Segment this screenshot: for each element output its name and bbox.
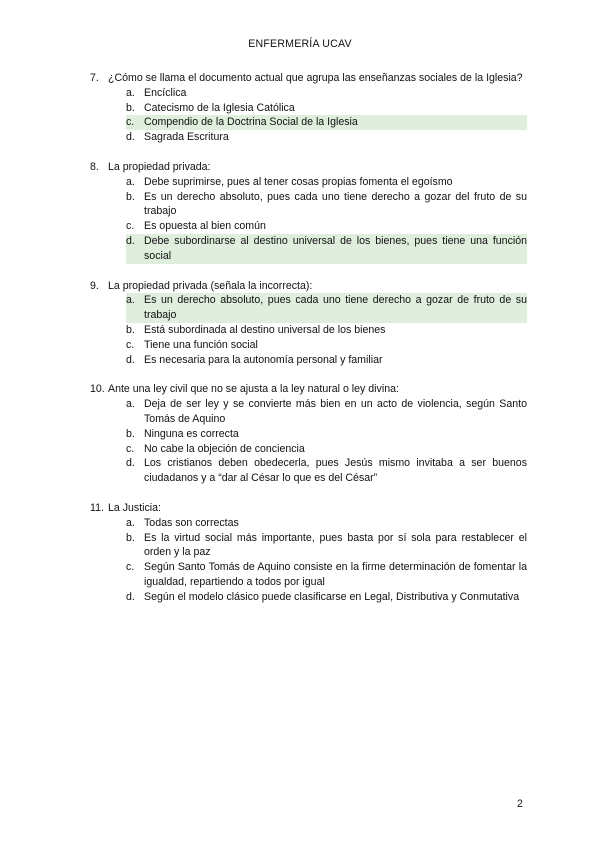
- option-item: [126, 516, 527, 531]
- option-letter: d.: [126, 353, 135, 366]
- option-letter: c.: [126, 442, 135, 455]
- question-stem: [90, 71, 527, 86]
- question-number: 9.: [90, 279, 99, 292]
- option-item: [126, 175, 527, 190]
- option-item: [126, 456, 527, 486]
- question-stem: [90, 160, 527, 175]
- option-text: Es opuesta al bien común: [144, 220, 266, 233]
- page-header: ENFERMERÍA UCAV: [248, 38, 352, 50]
- option-letter: d.: [126, 131, 135, 144]
- option-item: [126, 427, 527, 442]
- option-letter: c.: [126, 115, 144, 130]
- option-item: [126, 86, 527, 101]
- question-text: La propiedad privada:: [108, 160, 211, 173]
- option-item: [126, 190, 527, 220]
- option-item: [126, 130, 527, 145]
- option-item: [126, 219, 527, 234]
- option-text: Ninguna es correcta: [144, 427, 239, 440]
- option-letter: c.: [126, 561, 135, 574]
- option-item: [126, 101, 527, 116]
- option-text: No cabe la objeción de conciencia: [144, 442, 305, 455]
- option-letter: d.: [126, 590, 135, 603]
- option-text: Tiene una función social: [144, 338, 258, 351]
- option-letter: b.: [126, 323, 135, 336]
- option-item: [126, 323, 527, 338]
- option-text: Debe subordinarse al destino universal de los bienes, pues tiene una función social: [144, 234, 527, 262]
- option-letter: a.: [126, 293, 144, 323]
- option-text: Según Santo Tomás de Aquino consiste en la firme determinación de fomentar la igualdad, repartiendo a todos por igual: [144, 561, 527, 588]
- option-item: [126, 590, 527, 605]
- question-number: 8.: [90, 160, 99, 173]
- option-letter: b.: [126, 427, 135, 440]
- question-7: [90, 71, 527, 145]
- question-number: 11.: [90, 501, 104, 514]
- option-letter: a.: [126, 86, 135, 99]
- option-text: Es la virtud social más importante, pues basta por sí sola para restablecer el orden y la paz: [144, 531, 527, 559]
- option-letter: d.: [126, 457, 135, 470]
- question-8: [90, 160, 527, 264]
- option-text: Encíclica: [144, 86, 187, 99]
- option-letter: b.: [126, 190, 135, 203]
- option-item: [126, 442, 527, 457]
- option-list: [90, 397, 527, 486]
- question-9: [90, 279, 527, 368]
- question-stem: [90, 382, 527, 397]
- option-letter: c.: [126, 220, 135, 233]
- question-11: [90, 501, 527, 605]
- question-list: [90, 71, 527, 620]
- option-item: [126, 338, 527, 353]
- option-list: [90, 86, 527, 145]
- option-item-highlighted: [126, 234, 527, 264]
- option-letter: a.: [126, 398, 135, 411]
- option-list: [90, 293, 527, 367]
- option-letter: d.: [126, 234, 144, 264]
- question-stem: [90, 279, 527, 294]
- option-text: Todas son correctas: [144, 516, 239, 529]
- page-number: 2: [517, 798, 523, 810]
- question-stem: [90, 501, 527, 516]
- option-list: [90, 516, 527, 605]
- option-item: [126, 353, 527, 368]
- question-10: [90, 382, 527, 486]
- option-text: Según el modelo clásico puede clasificarse en Legal, Distributiva y Conmutativa: [144, 590, 520, 603]
- question-number: 7.: [90, 72, 99, 84]
- option-item: [126, 531, 527, 561]
- option-letter: b.: [126, 531, 135, 544]
- option-item-highlighted: [126, 115, 527, 130]
- option-text: Es necesaria para la autonomía personal y familiar: [144, 353, 383, 366]
- question-text: ¿Cómo se llama el documento actual que agrupa las enseñanzas sociales de la Iglesia?: [108, 72, 523, 84]
- option-item-highlighted: [126, 293, 527, 323]
- option-letter: c.: [126, 338, 135, 351]
- option-item: [126, 397, 527, 427]
- option-letter: a.: [126, 175, 135, 188]
- option-text: Es un derecho absoluto, pues cada uno tiene derecho a gozar del fruto de su trabajo: [144, 190, 527, 218]
- question-text: La propiedad privada (señala la incorrecta):: [108, 279, 313, 292]
- option-text: Es un derecho absoluto, pues cada uno tiene derecho a gozar de fruto de su trabajo: [144, 294, 527, 322]
- option-text: Sagrada Escritura: [144, 131, 229, 144]
- option-list: [90, 175, 527, 264]
- option-text: Debe suprimirse, pues al tener cosas propias fomenta el egoísmo: [144, 175, 453, 188]
- option-text: Los cristianos deben obedecerla, pues Jesús mismo invitaba a ser buenos ciudadanos y a “dar al César lo que es del César”: [144, 457, 527, 485]
- option-text: Compendio de la Doctrina Social de la Iglesia: [144, 115, 527, 130]
- question-text: Ante una ley civil que no se ajusta a la ley natural o ley divina:: [108, 383, 399, 396]
- option-item: [126, 560, 527, 590]
- option-text: Está subordinada al destino universal de los bienes: [144, 323, 386, 336]
- option-text: Catecismo de la Iglesia Católica: [144, 101, 295, 114]
- option-letter: a.: [126, 516, 135, 529]
- question-number: 10.: [90, 383, 105, 396]
- option-text: Deja de ser ley y se convierte más bien en un acto de violencia, según Santo Tomás de Aquino: [144, 398, 527, 425]
- option-letter: b.: [126, 101, 135, 114]
- question-text: La Justicia:: [108, 501, 161, 514]
